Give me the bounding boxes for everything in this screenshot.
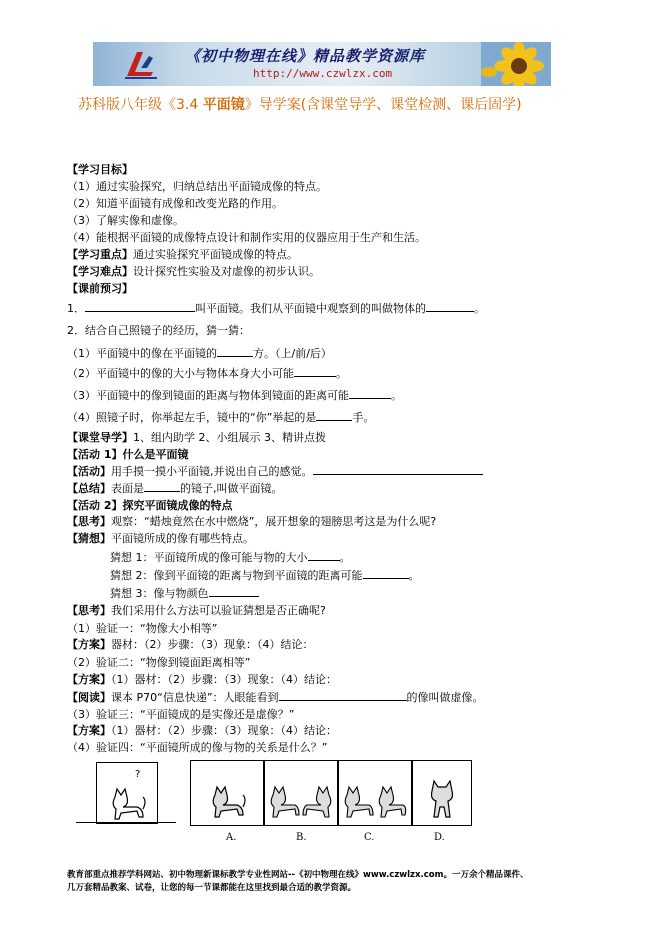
activity-2-heading: 【活动 2】探究平面镜成像的特点 [67,499,233,512]
site-logo-icon [123,48,159,80]
plan-line-2: 【方案】（1）器材：（2）步骤：（3）现象：（4）结论： [67,673,337,686]
plan-line-3: 【方案】（1）器材：（2）步骤：（3）现象：（4）结论： [67,724,337,737]
footer-line-2: 几万套精品教案、试卷，让您的每一节课都能在这里找到最合适的教学资源。 [67,883,357,893]
learning-objectives-heading: 【学习目标】 [67,163,133,176]
cat-icon [205,785,249,819]
fill-blank[interactable] [209,586,259,597]
hypothesis-line: 【猜想】平面镜所成的像有哪些特点。 [67,532,254,545]
verification-4: （4）验证四：“平面镜所成的像与物的关系是什么？” [67,741,328,754]
banner-title: 《初中物理在线》精品教学资源库 [185,47,426,65]
fill-blank[interactable] [294,366,336,377]
question-mark: ? [135,769,141,780]
fill-blank[interactable] [363,568,409,579]
cat-icon [421,777,463,821]
fill-blank[interactable] [349,388,391,399]
document-title: 苏科版八年级《3.4 平面镜》导学案(含课堂导学、课堂检测、课后固学) [78,97,522,113]
option-b-image [264,760,338,826]
guess-4: （4）照镜子时，你举起左手，镜中的“你”举起的是 手。 [67,411,375,424]
page-footer [67,869,607,895]
option-b-label: B. [296,832,307,843]
preview-question-2: 2．结合自己照镜子的经历，猜一猜： [67,324,250,337]
fill-blank[interactable] [217,346,253,357]
cat-pair-icon [343,785,407,819]
objective-3: （3）了解实像和虚像。 [67,214,184,227]
activity-1-heading: 【活动 1】什么是平面镜 [67,448,189,461]
ground-line [76,822,176,823]
key-point-line: 【学习重点】通过实验探究平面镜成像的特点。 [67,248,298,261]
difficulty-line: 【学习难点】设计探究性实验及对虚像的初步认识。 [67,265,320,278]
fill-blank[interactable] [313,464,483,475]
objective-2: （2）知道平面镜有成像和改变光路的作用。 [67,197,283,210]
option-c-label: C. [364,832,375,843]
banner-url[interactable]: http://www.czwlzx.com [253,67,393,80]
option-c-image [338,760,412,826]
guess-2: （2）平面镜中的像的大小与物体本身大小可能 。 [67,367,347,380]
verification-1: （1）验证一：“物像大小相等” [67,622,218,635]
hypothesis-2: 猜想 2：像到平面镜的距离与物到平面镜的距离可能 。 [110,569,420,582]
verification-3: （3）验证三：“平面镜成的是实像还是虚像？” [67,708,295,721]
option-d-image [412,760,472,826]
fill-blank[interactable] [144,481,180,492]
cat-pair-icon [269,785,333,819]
plan-line-1: 【方案】器材：（2）步骤：（3）现象：（4）结论： [67,638,314,651]
verification-2: （2）验证二：“物像到镜面距离相等” [67,656,251,669]
option-a-image [190,760,264,826]
fill-blank[interactable] [308,550,340,561]
option-d-label: D. [434,832,445,843]
fill-blank[interactable] [85,301,195,312]
think-line-2: 【思考】我们采用什么方法可以验证猜想是否正确呢? [67,604,326,617]
objective-1: （1）通过实验探究，归纳总结出平面镜成像的特点。 [67,180,327,193]
hypothesis-3: 猜想 3：像与物颜色 [110,586,259,601]
fill-blank[interactable] [316,410,352,421]
activity-line: 【活动】用手摸一摸小平面镜,并说出自己的感觉。 [67,464,483,479]
sunflower-image-icon [481,42,551,86]
guess-1: （1）平面镜中的像在平面镜的 方。（上/前/后） [67,347,332,360]
header-banner [93,42,551,86]
object-image [96,762,158,824]
guess-3: （3）平面镜中的像到镜面的距离与物体到镜面的距离可能 。 [67,389,402,402]
summary-line: 【总结】表面是 的镜子,叫做平面镜。 [67,482,283,495]
objective-4: （4）能根据平面镜的成像特点设计和制作实用的仪器应用于生产和生活。 [67,231,426,244]
classroom-guide-line: 【课堂导学】1、组内助学 2、小组展示 3、精讲点拨 [67,431,326,444]
preview-heading: 【课前预习】 [67,282,133,295]
reading-line: 【阅读】课本 P70“信息快递”：人眼能看到 的像叫做虚像。 [67,691,484,704]
fill-blank[interactable] [426,301,474,312]
preview-question-1: 1． 叫平面镜。我们从平面镜中观察到的叫做物体的 。 [67,302,485,315]
option-a-label: A. [226,832,237,843]
cat-icon [107,787,147,821]
hypothesis-1: 猜想 1：平面镜所成的像可能与物的大小 。 [110,551,351,564]
fill-blank[interactable] [279,690,407,701]
think-line-1: 【思考】观察：“蜡烛竟然在水中燃烧”，展开想象的翅膀思考这是为什么呢? [67,515,437,528]
footer-line-1: 教育部重点推荐学科网站、初中物理新课标教学专业性网站--《初中物理在线》www.czwlzx.com。一万余个精品课件、 [67,870,529,880]
